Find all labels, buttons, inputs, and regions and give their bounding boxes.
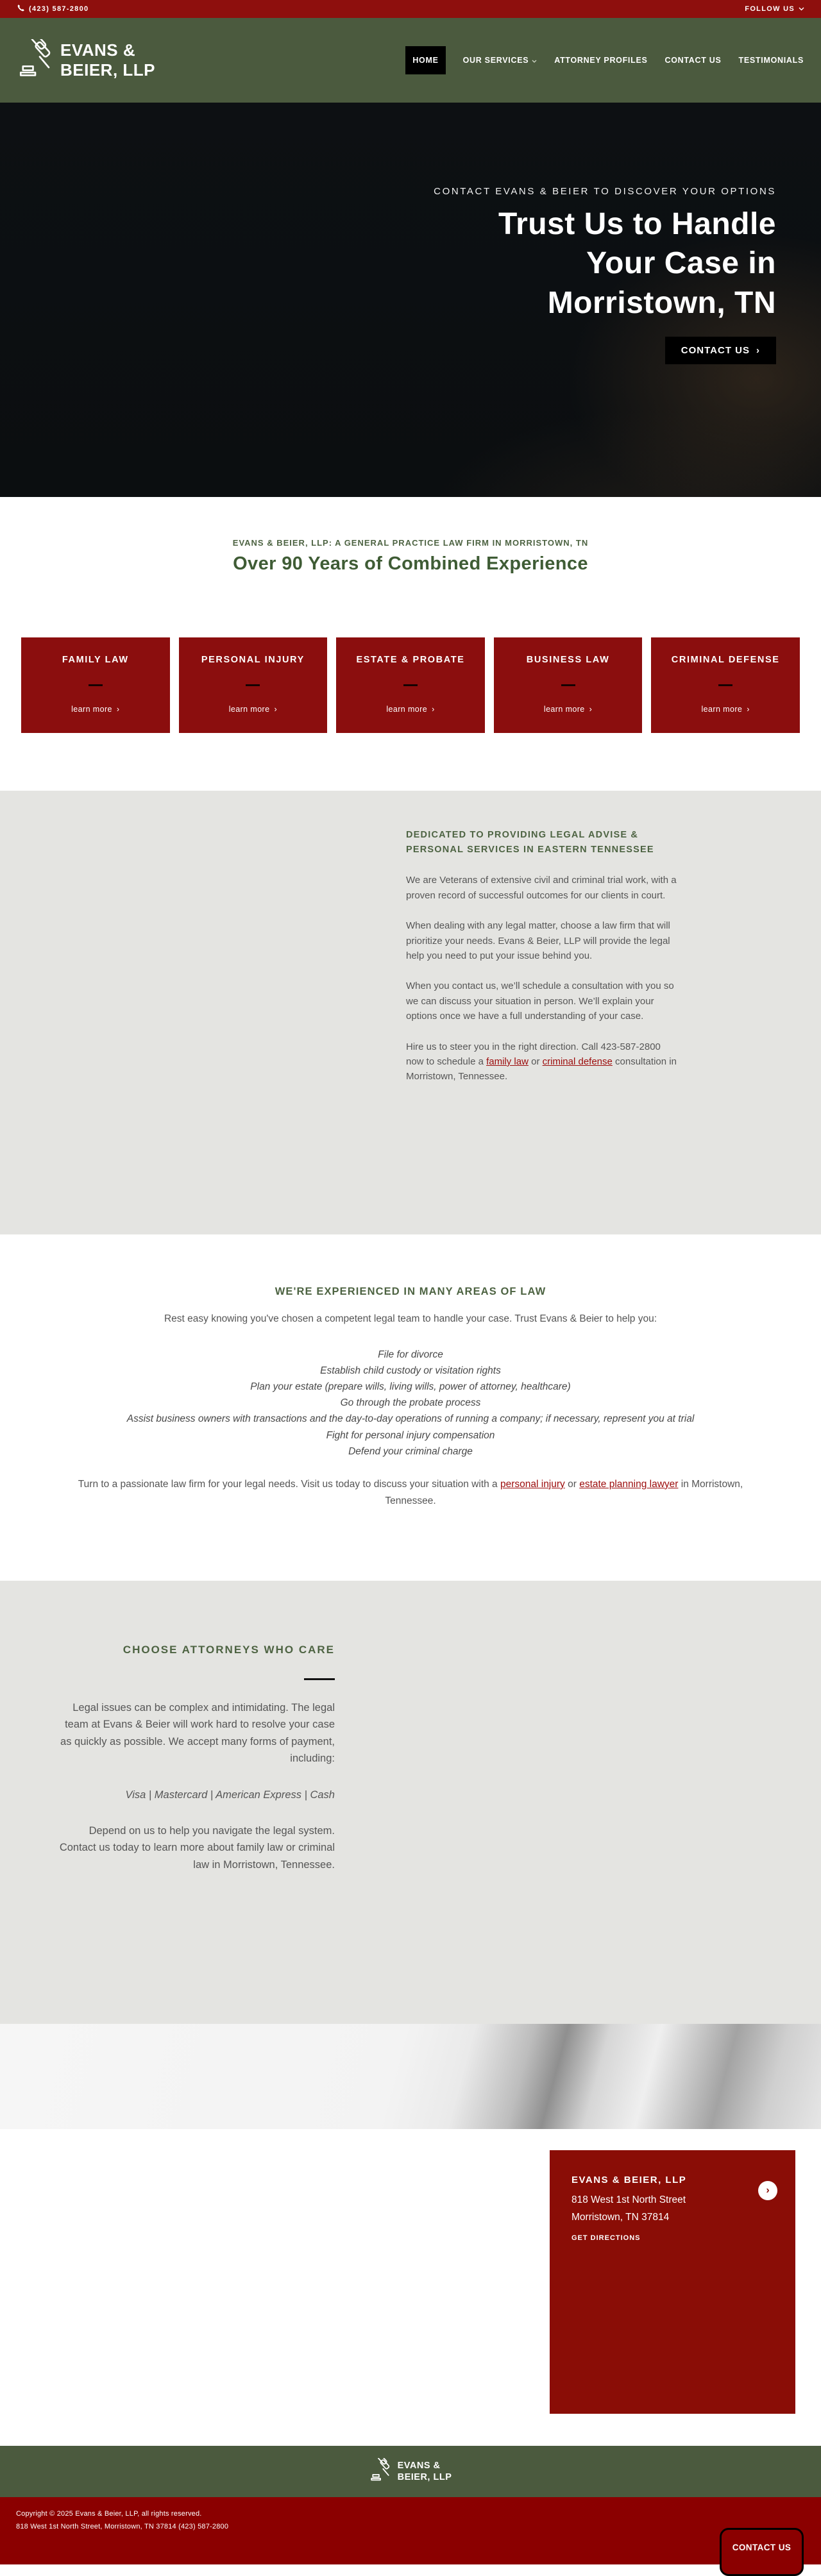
footer-logo-text [398,2460,452,2483]
learn-more-link[interactable] [544,705,592,714]
chevron-down-icon [532,56,537,65]
get-directions-link[interactable]: GET DIRECTIONS [571,2234,641,2243]
nav-our-services-label: OUR SERVICES [462,56,529,65]
top-bar [0,0,821,18]
logo-text [60,40,155,80]
dedicated-paragraph-1: We are Veterans of extensive civil and criminal trial work, with a proven record of successful outcomes for our clients in court. [406,875,677,901]
decorative-image-strip [0,2024,821,2129]
hero-title [434,205,776,323]
areas-list-item: Plan your estate (prepare wills, living wills, power of attorney, healthcare) [250,1381,571,1393]
dedicated-paragraph-3: When you contact us, we’ll schedule a consultation with you so we can discuss your situation in person. We’ll explain your options once we have a full understanding of your case. [406,981,674,1022]
hero-title-line-2: Your Case in [586,246,776,281]
logo-line-2: BEIER, LLP [60,60,156,80]
card-divider [246,684,260,686]
learn-more-link[interactable] [229,705,277,714]
gavel-logo-icon [17,39,53,82]
card-divider [403,684,418,686]
care-content [55,1581,335,1873]
card-divider [561,684,575,686]
copyright-text: Copyright © 2025 Evans & Beier, LLP, all rights reserved. [16,2510,202,2518]
chevron-down-icon [799,5,804,13]
areas-intro: Rest easy knowing you've chosen a competent legal team to handle your case. Trust Evans & Beier to help you: [164,1313,657,1324]
intro-heading: Over 90 Years of Combined Experience [233,553,588,574]
hero-eyebrow: CONTACT EVANS & BEIER TO DISCOVER YOUR OPTIONS [434,186,776,197]
hero-title-line-1: Trust Us to Handle [498,207,776,241]
dedicated-paragraph-2: When dealing with any legal matter, choose a law firm that will prioritize your needs. Evans & Beier, LLP will provide the legal help you need to put your issue behind you. [406,920,670,961]
service-card-business-law[interactable] [494,637,643,733]
areas-list-item: Establish child custody or visitation rights [320,1365,501,1377]
learn-more-link[interactable] [702,705,750,714]
gavel-logo-icon [369,2458,391,2486]
chevron-right-icon: › [747,705,750,714]
chevron-right-icon: › [589,705,593,714]
chevron-right-icon: › [756,345,760,357]
family-law-link[interactable]: family law [486,1056,529,1067]
care-divider [304,1678,335,1680]
estate-planning-lawyer-link[interactable]: estate planning lawyer [579,1478,679,1490]
phone-number: (423) 587-2800 [29,5,89,13]
areas-list [0,1347,821,1460]
phone-icon [17,4,25,14]
learn-more-label: learn more [386,705,428,714]
service-card-title: CRIMINAL DEFENSE [671,655,780,665]
nav-contact-us[interactable]: CONTACT US [664,56,722,65]
sticky-contact-us-button[interactable]: CONTACT US [720,2528,804,2576]
learn-more-label: learn more [71,705,112,714]
nav-attorney-profiles[interactable]: ATTORNEY PROFILES [554,56,648,65]
card-divider [89,684,103,686]
learn-more-link[interactable] [386,705,434,714]
service-card-title: PERSONAL INJURY [201,655,305,665]
nav-home[interactable]: HOME [405,46,445,74]
dedicated-paragraph-4 [406,1040,678,1084]
service-card-title: ESTATE & PROBATE [356,655,465,665]
chevron-right-icon: › [274,705,278,714]
areas-list-item: Assist business owners with transactions and the day-to-day operations of running a company; if necessary, represent you at trial [126,1413,695,1425]
areas-closing-text: Turn to a passionate law firm for your legal needs. Visit us today to discuss your situation with a [78,1478,500,1490]
chevron-right-icon: › [116,705,120,714]
footer-logo-band [0,2446,821,2497]
areas-section [0,1234,821,1581]
areas-list-item: Defend your criminal charge [348,1445,473,1457]
hero-title-line-3: Morristown, TN [547,285,776,320]
areas-list-item: File for divorce [378,1349,443,1360]
service-card-criminal-defense[interactable] [651,637,800,733]
chevron-right-icon: › [432,705,435,714]
site-logo[interactable] [17,39,155,82]
areas-closing-text: in Morristown, Tennessee. [385,1478,743,1507]
intro-section [0,497,821,791]
learn-more-label: learn more [228,705,270,714]
address-line-1: 818 West 1st North Street [571,2194,686,2205]
hero-cta-label: CONTACT US [681,345,750,357]
firm-name: EVANS & BEIER, LLP [571,2175,687,2185]
dedicated-p4-text: or [528,1056,543,1067]
service-card-personal-injury[interactable] [179,637,328,733]
nav-our-services[interactable] [463,56,537,65]
main-nav [405,46,804,74]
service-card-title: FAMILY LAW [62,655,129,665]
footer-address-phone: 818 West 1st North Street, Morristown, TN 37814 (423) 587-2800 [16,2523,229,2530]
care-heading: CHOOSE ATTORNEYS WHO CARE [123,1644,335,1656]
care-paragraph-1: Legal issues can be complex and intimidating. The legal team at Evans & Beier will work hard to resolve your case as quickly as possible. We accept many forms of payment, including: [60,1702,335,1765]
hero-contact-us-button[interactable] [665,337,776,364]
payment-methods: Visa | Mastercard | American Express | Cash [125,1789,335,1801]
intro-eyebrow: EVANS & BEIER, LLP: A GENERAL PRACTICE LAW FIRM IN MORRISTOWN, TN [232,538,589,548]
directions-chevron-button[interactable] [758,2181,777,2200]
site-header [0,18,821,103]
hero-banner [0,103,821,497]
phone-link[interactable] [17,4,89,14]
areas-closing-text: or [564,1478,580,1490]
dedicated-heading: DEDICATED TO PROVIDING LEGAL ADVISE & PERSONAL SERVICES IN EASTERN TENNESSEE [406,830,654,855]
chevron-right-icon: › [766,2185,770,2196]
nav-testimonials[interactable]: TESTIMONIALS [738,56,804,65]
personal-injury-link[interactable]: personal injury [500,1478,565,1490]
footer-legal [0,2497,821,2564]
service-cards-row [0,637,821,733]
contact-info-card [550,2150,795,2414]
areas-heading: WE'RE EXPERIENCED IN MANY AREAS OF LAW [275,1286,546,1297]
service-card-title: BUSINESS LAW [526,655,610,665]
learn-more-label: learn more [543,705,585,714]
follow-us-label: FOLLOW US [745,5,795,13]
learn-more-label: learn more [701,705,743,714]
logo-line-1: EVANS & [60,40,136,60]
address-line-2: Morristown, TN 37814 [571,2212,670,2223]
care-paragraph-2: Depend on us to help you navigate the legal system. Contact us today to learn more about family law or criminal law in Morristown, Tennessee. [59,1824,335,1871]
contact-card-section [0,2129,821,2446]
dedicated-p4-text: Hire us to steer you in the right direction. Call 423-587-2800 now to schedule a [406,1041,661,1067]
areas-list-item: Fight for personal injury compensation [326,1429,495,1441]
service-card-estate-probate[interactable] [336,637,485,733]
footer-logo-line-1: EVANS & [397,2460,441,2471]
service-card-family-law[interactable] [21,637,170,733]
care-section [0,1581,821,2024]
dedicated-section [0,791,821,1234]
hero-content [434,186,776,364]
areas-closing [71,1476,750,1510]
areas-list-item: Go through the probate process [340,1397,481,1409]
dedicated-content [406,791,678,1084]
footer-logo-line-2: BEIER, LLP [397,2472,452,2482]
learn-more-link[interactable] [71,705,119,714]
criminal-defense-link[interactable]: criminal defense [542,1056,613,1067]
dedicated-p4-text: consultation in Morristown, Tennessee. [406,1056,677,1082]
follow-us-menu[interactable] [745,5,804,13]
card-divider [718,684,732,686]
